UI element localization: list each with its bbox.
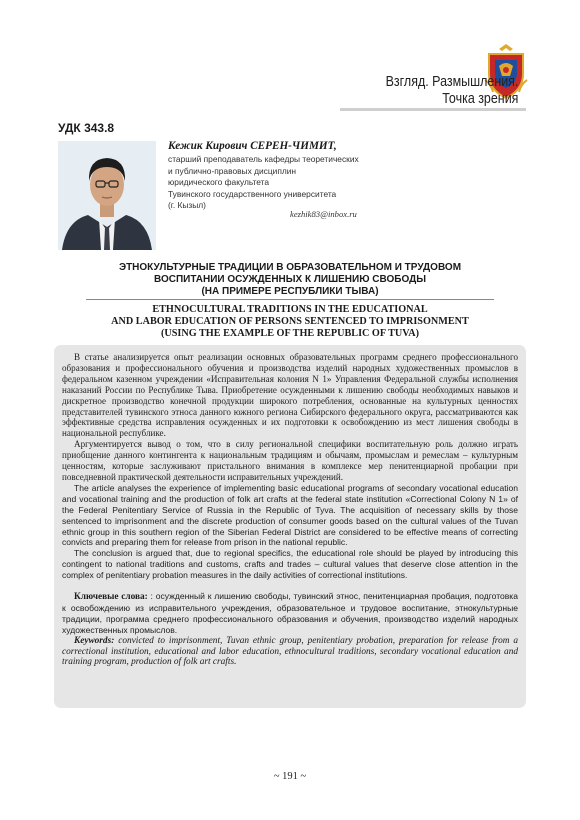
keywords-en-label: Keywords:	[74, 635, 115, 646]
title-ru-line: ВОСПИТАНИИ ОСУЖДЕННЫХ К ЛИШЕНИЮ СВОБОДЫ	[153, 274, 427, 285]
keywords-ru-label: Ключевые слова:	[74, 592, 148, 603]
author-affiliation	[168, 154, 359, 212]
affiliation-line: (г. Кызыл)	[168, 200, 206, 210]
author-name: Кежик Кирович СЕРЕН-ЧИМИТ,	[168, 140, 337, 152]
title-ru-line: (НА ПРИМЕРЕ РЕСПУБЛИКИ ТЫВА)	[201, 286, 379, 297]
section-title-line-1: Взгляд. Размышления.	[385, 74, 518, 90]
abstract-ru-paragraph: Аргументируется вывод о том, что в силу региональной специфики воспитательную роль должно играть приобщение данного контингента к национальным традициям и обычаям, промыслам и ремеслам – культурным ценностям, которые заслуживают пристального внимания в комплексе мер пенитенциарной пробации при повседневной практической деятельности исправительных учреждений.	[62, 439, 518, 482]
abstract-ru-paragraph: В статье анализируется опыт реализации основных образовательных программ среднего профессионального образования и профессионального обучения и производства изделий народных художественных промыслов в федеральном казенном учреждении «Исправительная колония N 1» Управления Федеральной службы исполнения наказаний России по Республике Тыва. Приобретение осужденными к лишению свободы необходимых навыков и дискретное производство конечной продукции широкого потребления, основанные на культурных ценностях представителей тувинского этноса данного южного региона Сибирского федерального округа, рассматриваются как эффективные средства исправления осужденных и их подготовки к освобождению из мест лишения свободы в национальной республике.	[62, 352, 518, 439]
udc-code: УДК 343.8	[58, 121, 115, 135]
title-en-line: AND LABOR EDUCATION OF PERSONS SENTENCED TO IMPRISONMENT	[111, 316, 469, 327]
section-title-line-2: Точка зрения	[441, 91, 518, 107]
author-email[interactable]: kezhik83@inbox.ru	[290, 209, 357, 219]
keywords-ru-text: : осужденный к лишению свободы, тувинский этнос, пенитенциарная пробация, подготовка к освобождению из исправительного учреждения, образовательное и трудовое воспитание, этнокультурные традиции, программа среднего профессионального образования и обучения, производство изделий народных художественных промыслов.	[62, 591, 518, 635]
affiliation-line: Тувинского государственного университета	[168, 188, 337, 199]
article-title-ru	[50, 262, 530, 298]
affiliation-line: юридического факультета	[168, 177, 270, 187]
journal-section-title	[385, 74, 518, 108]
title-en-line: (USING THE EXAMPLE OF THE REPUBLIC OF TUVA)	[160, 328, 420, 339]
affiliation-line: и публично-правовых дисциплин	[168, 165, 297, 176]
article-title-en	[50, 304, 530, 340]
author-photo	[58, 141, 156, 250]
abstract-content	[62, 352, 518, 668]
page-number: ~ 191 ~	[273, 771, 307, 782]
abstract-en-paragraph: The article analyses the experience of implementing basic educational programs of secondary vocational education and vocational training and the production of folk art crafts at the federal state institution «Correctional Colony N 1» of the Federal Penitentiary Service of Russia in the Republic of Tyva. The acquisition of necessary skills by those sentenced to imprisonment and the discrete production of consumer goods based on the cultural values of the Tuvan ethnic group in this southern region of the Siberian Federal District are considered to be effective means of correcting convicts and preparing them for release from prison in the national republic.	[62, 482, 518, 548]
keywords-en-text: convicted to imprisonment, Tuvan ethnic group, penitentiary probation, preparation for release from a correctional institution, educational and labor education, ethnocultural traditions, secondary vocational education and training program, production of folk art crafts.	[62, 635, 518, 668]
header-divider	[340, 108, 526, 111]
title-divider	[86, 299, 494, 300]
title-en-line: ETHNOCULTURAL TRADITIONS IN THE EDUCATIONAL	[152, 304, 428, 315]
keywords-ru	[62, 591, 518, 636]
keywords-en	[62, 636, 518, 669]
abstract-en-paragraph: The conclusion is argued that, due to regional specifics, the educational role should be played by introducing this contingent to national traditions and customs, crafts and trades – cultural values that deserve close attention in the complex of penitentiary probation measures in the daily activities of correctional institutions.	[62, 548, 518, 581]
affiliation-line: старший преподаватель кафедры теоретических	[168, 154, 359, 164]
title-ru-line: ЭТНОКУЛЬТУРНЫЕ ТРАДИЦИИ В ОБРАЗОВАТЕЛЬНОМ И ТРУДОВОМ	[118, 262, 462, 273]
